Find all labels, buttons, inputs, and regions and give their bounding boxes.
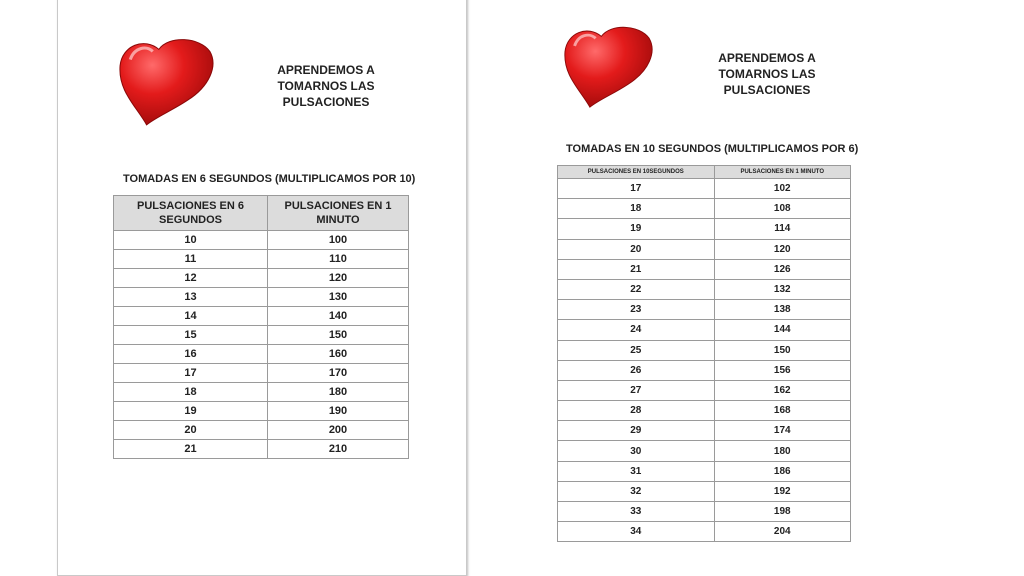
seconds-cell: 15 — [114, 326, 268, 345]
right-header-1min: PULSACIONES EN 1 MINUTO — [714, 166, 850, 179]
minute-cell: 126 — [714, 259, 850, 279]
seconds-cell: 21 — [558, 259, 715, 279]
table-row — [558, 421, 851, 441]
seconds-cell: 20 — [114, 421, 268, 440]
left-header-6s: PULSACIONES EN 6 SEGUNDOS — [114, 196, 268, 231]
minute-cell: 102 — [714, 179, 850, 199]
table-row — [558, 179, 851, 199]
seconds-cell: 17 — [558, 179, 715, 199]
minute-cell: 110 — [268, 250, 409, 269]
minute-cell: 156 — [714, 360, 850, 380]
seconds-cell: 27 — [558, 380, 715, 400]
seconds-cell: 10 — [114, 231, 268, 250]
seconds-cell: 18 — [558, 199, 715, 219]
left-subtitle: TOMADAS EN 6 SEGUNDOS (MULTIPLICAMOS POR 10) — [123, 173, 416, 185]
seconds-cell: 18 — [114, 383, 268, 402]
table-row — [558, 279, 851, 299]
table-row — [558, 219, 851, 239]
minute-cell: 186 — [714, 461, 850, 481]
minute-cell: 138 — [714, 300, 850, 320]
seconds-cell: 30 — [558, 441, 715, 461]
heart-icon — [116, 35, 218, 129]
table-row — [558, 380, 851, 400]
seconds-cell: 32 — [558, 481, 715, 501]
table-row — [114, 421, 409, 440]
table-row — [114, 440, 409, 459]
minute-cell: 190 — [268, 402, 409, 421]
minute-cell: 100 — [268, 231, 409, 250]
seconds-cell: 17 — [114, 364, 268, 383]
seconds-cell: 16 — [114, 345, 268, 364]
table-row — [558, 481, 851, 501]
minute-cell: 170 — [268, 364, 409, 383]
seconds-cell: 19 — [558, 219, 715, 239]
table-row — [114, 402, 409, 421]
minute-cell: 144 — [714, 320, 850, 340]
minute-cell: 204 — [714, 522, 850, 542]
seconds-cell: 19 — [114, 402, 268, 421]
table-row — [114, 269, 409, 288]
minute-cell: 150 — [268, 326, 409, 345]
seconds-cell: 23 — [558, 300, 715, 320]
seconds-cell: 21 — [114, 440, 268, 459]
seconds-cell: 24 — [558, 320, 715, 340]
minute-cell: 162 — [714, 380, 850, 400]
minute-cell: 210 — [268, 440, 409, 459]
right-title: APRENDEMOS A TOMARNOS LAS PULSACIONES — [718, 51, 816, 97]
table-row — [114, 307, 409, 326]
minute-cell: 108 — [714, 199, 850, 219]
right-subtitle: TOMADAS EN 10 SEGUNDOS (MULTIPLICAMOS POR 6) — [566, 143, 859, 155]
seconds-cell: 12 — [114, 269, 268, 288]
left-header-1min: PULSACIONES EN 1 MINUTO — [268, 196, 409, 231]
seconds-cell: 34 — [558, 522, 715, 542]
table-row — [114, 288, 409, 307]
seconds-cell: 25 — [558, 340, 715, 360]
seconds-cell: 13 — [114, 288, 268, 307]
table-row — [114, 326, 409, 345]
right-header-10s: PULSACIONES EN 10SEGUNDOS — [558, 166, 715, 179]
minute-cell: 200 — [268, 421, 409, 440]
seconds-cell: 28 — [558, 401, 715, 421]
minute-cell: 174 — [714, 421, 850, 441]
minute-cell: 120 — [714, 239, 850, 259]
table-row — [558, 401, 851, 421]
minute-cell: 168 — [714, 401, 850, 421]
minute-cell: 132 — [714, 279, 850, 299]
table-row — [558, 461, 851, 481]
table-row — [558, 360, 851, 380]
table-row — [558, 300, 851, 320]
right-pulse-table — [557, 165, 851, 542]
minute-cell: 192 — [714, 481, 850, 501]
minute-cell: 160 — [268, 345, 409, 364]
seconds-cell: 14 — [114, 307, 268, 326]
minute-cell: 130 — [268, 288, 409, 307]
left-pulse-table — [113, 195, 409, 459]
minute-cell: 150 — [714, 340, 850, 360]
table-row — [558, 522, 851, 542]
table-row — [558, 239, 851, 259]
seconds-cell: 33 — [558, 502, 715, 522]
heart-icon — [560, 23, 658, 111]
table-row — [558, 320, 851, 340]
seconds-cell: 29 — [558, 421, 715, 441]
seconds-cell: 31 — [558, 461, 715, 481]
table-row — [558, 502, 851, 522]
seconds-cell: 11 — [114, 250, 268, 269]
minute-cell: 180 — [714, 441, 850, 461]
table-row — [114, 364, 409, 383]
table-row — [558, 340, 851, 360]
table-row — [114, 250, 409, 269]
table-row — [558, 441, 851, 461]
table-row — [114, 345, 409, 364]
minute-cell: 114 — [714, 219, 850, 239]
minute-cell: 198 — [714, 502, 850, 522]
seconds-cell: 20 — [558, 239, 715, 259]
minute-cell: 180 — [268, 383, 409, 402]
table-row — [114, 383, 409, 402]
table-row — [114, 231, 409, 250]
left-title: APRENDEMOS A TOMARNOS LAS PULSACIONES — [277, 63, 375, 109]
seconds-cell: 26 — [558, 360, 715, 380]
table-row — [558, 259, 851, 279]
minute-cell: 120 — [268, 269, 409, 288]
seconds-cell: 22 — [558, 279, 715, 299]
table-row — [558, 199, 851, 219]
minute-cell: 140 — [268, 307, 409, 326]
